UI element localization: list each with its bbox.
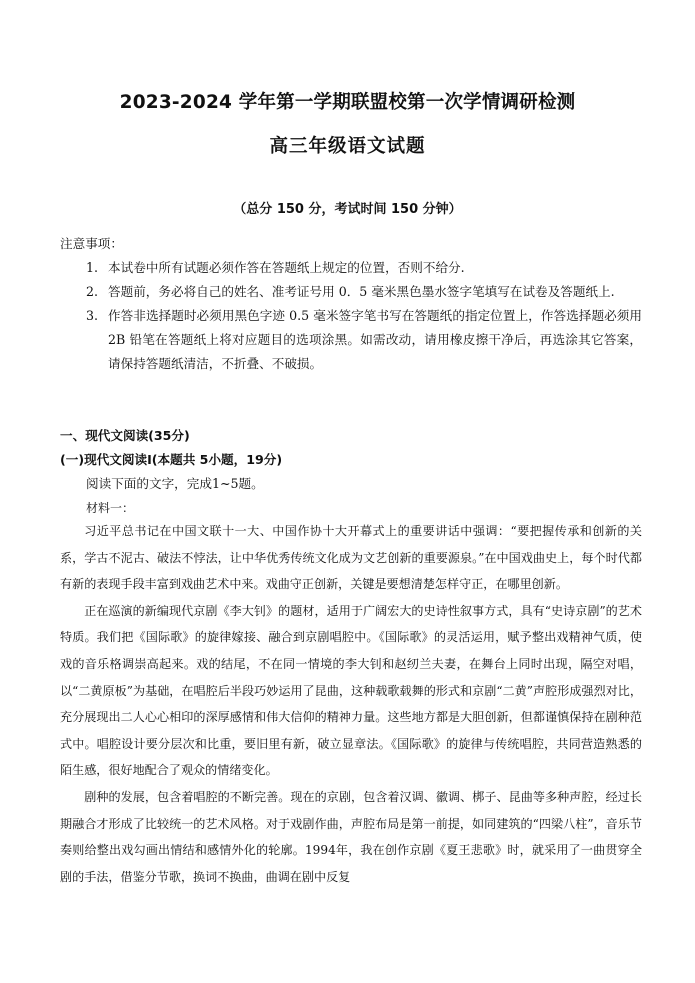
passage-paragraph: 剧种的发展，包含着唱腔的不断完善。现在的京剧，包含着汉调、徽调、梆子、昆曲等多种声腔，经过长期融合才形成了比较统一的艺术风格。对于戏剧作曲，声腔布局是第一前提，如同建筑的“四梁八柱”，音乐节奏则给整出戏勾画出情结和感情外化的轮廓。1994年，我在创作京剧《夏王悲歌》时，就采用了一曲贯穿全剧的手法，借鉴分节歌，换词不换曲，曲调在剧中反复 bbox=[60, 789, 642, 884]
reading-instruction: 阅读下面的文字，完成1~5题。 bbox=[86, 476, 264, 491]
notice-number: 3. bbox=[86, 308, 99, 323]
notice-item bbox=[86, 304, 642, 376]
material-label: 材料一： bbox=[86, 501, 135, 515]
notice-item bbox=[86, 280, 642, 304]
section-heading: 一、现代文阅读(35分) bbox=[60, 428, 190, 443]
reading-passage bbox=[60, 518, 642, 890]
subsection-heading: (一)现代文阅读Ⅰ(本题共 5小题，19分) bbox=[60, 452, 283, 467]
exam-title: 2023-2024 学年第一学期联盟校第一次学情调研检测 bbox=[119, 92, 576, 113]
notice-number: 1. bbox=[86, 260, 99, 275]
notice-text: 答题前，务必将自己的姓名、准考证号用 0．5 毫米黑色墨水签字笔填写在试卷及答题纸上. bbox=[108, 284, 615, 299]
passage-paragraph: 正在巡演的新编现代京剧《李大钊》的题材，适用于广阔宏大的史诗性叙事方式，具有“史诗京剧”的艺术特质。我们把《国际歌》的旋律嫁接、融合到京剧唱腔中。《国际歌》的灵活运用，赋予整出戏精神气质，使戏的音乐格调崇高起来。戏的结尾，不在同一情境的李大钊和赵纫兰夫妻，在舞台上同时出现，隔空对唱，以“二黄原板”为基础，在唱腔后半段巧妙运用了昆曲，这种载歌载舞的形式和京剧“二黄”声腔形成强烈对比，充分展现出二人心心相印的深厚感情和伟大信仰的精神力量。这些地方都是大胆创新，但都谨慎保持在剧种范式中。唱腔设计要分层次和比重，要旧里有新，破立显章法。《国际歌》的旋律与传统唱腔，共同营造熟悉的陌生感，很好地配合了观众的情绪变化。 bbox=[60, 603, 642, 778]
passage-paragraph: 习近平总书记在中国文联十一大、中国作协十大开幕式上的重要讲话中强调：“要把握传承和创新的关系，学古不泥古、破法不悖法，让中华优秀传统文化成为文艺创新的重要源泉。”在中国戏曲史上，每个时代都有新的表现手段丰富到戏曲艺术中来。戏曲守正创新，关键是要想清楚怎样守正，在哪里创新。 bbox=[60, 524, 642, 592]
notice-list bbox=[86, 256, 642, 376]
notice-text: 作答非选择题时必须用黑色字迹 0.5 毫米签字笔书写在答题纸的指定位置上，作答选择题必须用 2B 铅笔在答题纸上将对应题目的选项涂黑。如需改动，请用橡皮擦干净后，再选涂其它答案，请保持答题纸清洁，不折叠、不破损。 bbox=[108, 308, 642, 371]
notice-item bbox=[86, 256, 642, 280]
notice-number: 2. bbox=[86, 284, 99, 299]
notice-text: 本试卷中所有试题必须作答在答题纸上规定的位置，否则不给分. bbox=[108, 260, 465, 275]
notice-heading: 注意事项： bbox=[60, 236, 123, 251]
exam-subtitle: 高三年级语文试题 bbox=[269, 136, 426, 157]
score-time-note: （总分 150 分，考试时间 150 分钟） bbox=[233, 202, 462, 217]
